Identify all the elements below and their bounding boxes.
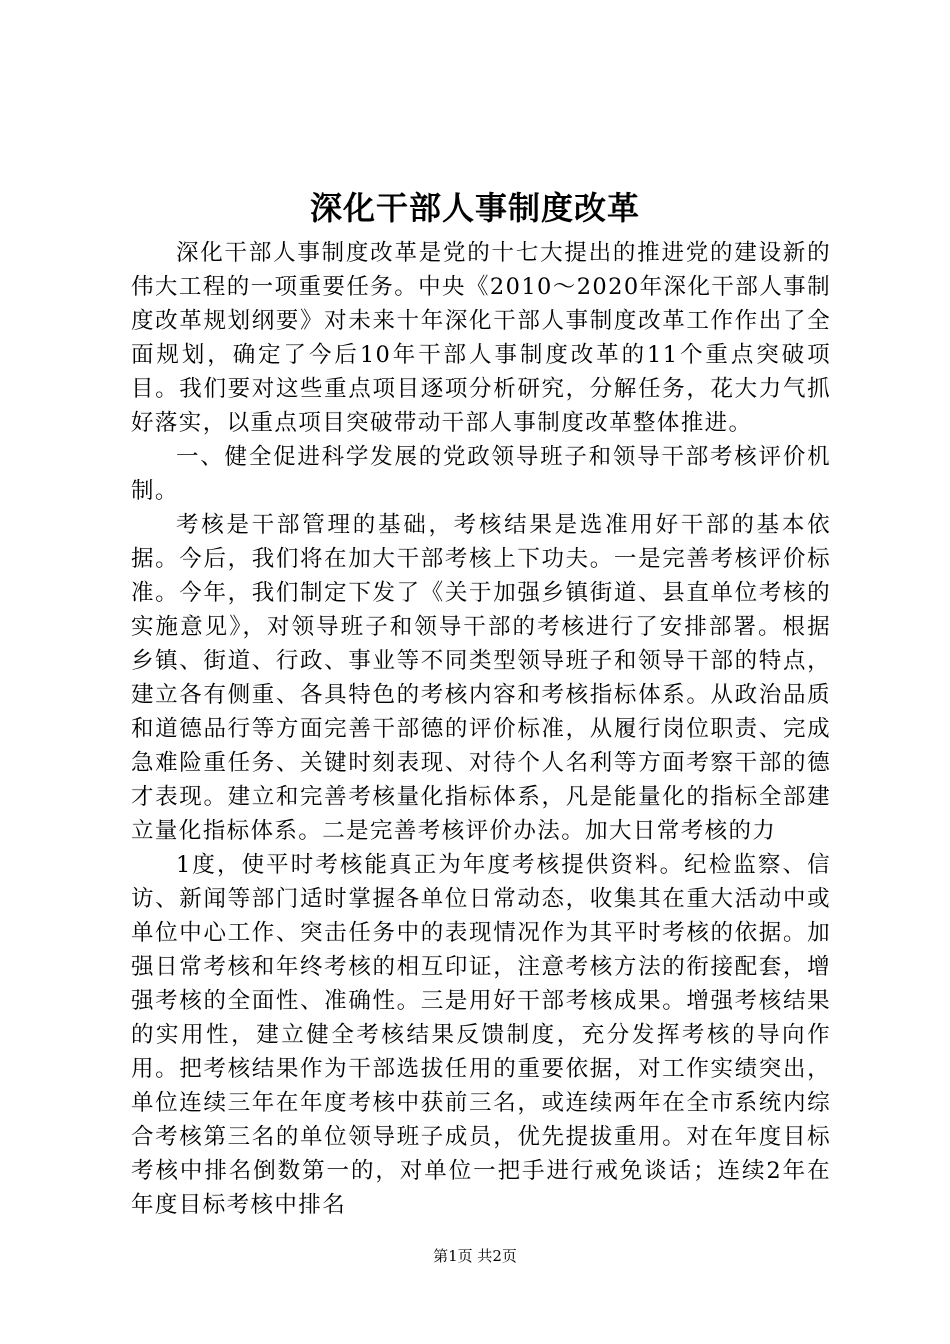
document-title: 深化干部人事制度改革 [309, 189, 640, 227]
paragraph-assessment-continued: 1度，使平时考核能真正为年度考核提供资料。纪检监察、信访、新闻等部门适时掌握各单位日常动态，收集其在重大活动中或单位中心工作、突击任务中的表现情况作为其平时考核的依据。加强日常考核和年终考核的相互印证，注意考核方法的衔接配套，增强考核的全面性、准确性。三是用好干部考核成果。增强考核结果的实用性，建立健全考核结果反馈制度，充分发挥考核的导向作用。把考核结果作为干部选拔任用的重要依据，对工作实绩突出，单位连续三年在年度考核中获前三名，或连续两年在全市系统内综合考核第三名的单位领导班子成员，优先提拔重用。对在年度目标考核中排名倒数第一的，对单位一把手进行戒免谈话；连续2年在年度目标考核中排名 [131, 852, 831, 1218]
document-body [131, 236, 831, 1222]
paragraph-assessment: 考核是干部管理的基础，考核结果是选准用好干部的基本依据。今后，我们将在加大干部考核上下功夫。一是完善考核评价标准。今年，我们制定下发了《关于加强乡镇街道、县直单位考核的实施意见》，对领导班子和领导干部的考核进行了安排部署。根据乡镇、街道、行政、事业等不同类型领导班子和领导干部的特点，建立各有侧重、各具特色的考核内容和考核指标体系。从政治品质和道德品行等方面完善干部德的评价标准，从履行岗位职责、完成急难险重任务、关键时刻表现、对待个人名利等方面考察干部的德才表现。建立和完善考核量化指标体系，凡是能量化的指标全部建立量化指标体系。二是完善考核评价办法。加大日常考核的力 [131, 512, 831, 844]
page-number-footer: 第1页 共2页 [433, 1247, 517, 1265]
paragraph-intro: 深化干部人事制度改革是党的十七大提出的推进党的建设新的伟大工程的一项重要任务。中央《2010～2020年深化干部人事制度改革规划纲要》对未来十年深化干部人事制度改革工作作出了全面规划，确定了今后10年干部人事制度改革的11个重点突破项目。我们要对这些重点项目逐项分析研究，分解任务，花大力气抓好落实，以重点项目突破带动干部人事制度改革整体推进。 [131, 240, 831, 436]
paragraph-section-heading: 一、健全促进科学发展的党政领导班子和领导干部考核评价机制。 [131, 444, 831, 504]
